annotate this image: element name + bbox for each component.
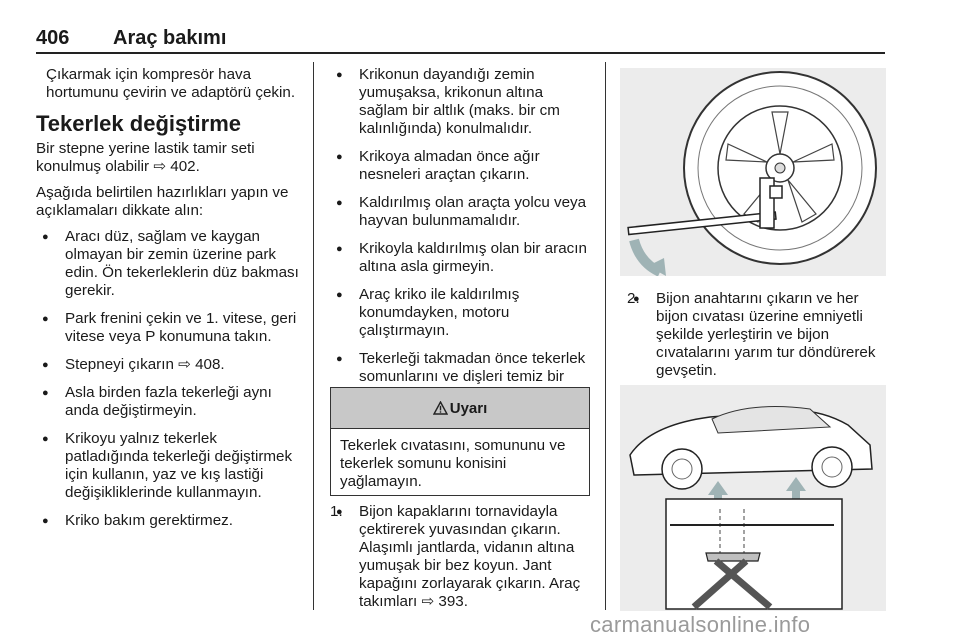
warning-triangle-icon [433,401,448,415]
step-list-1 [330,503,595,621]
list-item: ● Kriko bakım gerektirmez. [36,512,304,530]
step-item [627,290,889,380]
list-item: ● Krikoyla kaldırılmış olan bir aracın altına asla girmeyin. [330,240,592,276]
column-2 [330,66,592,414]
step-item [330,503,595,611]
list-item: ● Krikonun dayandığı zemin yumuşaksa, krikonun altına sağlam bir altlık (maks. bir cm kalınlığında) konulmalıdır. [330,66,592,138]
wheel-wrench-figure [620,68,886,276]
paragraph: Aşağıda belirtilen hazırlıkları yapın ve açıklamaları dikkate alın: [36,184,289,219]
header-rule [36,52,885,54]
page-title: Araç bakımı [113,27,227,49]
column-divider-2 [605,62,606,610]
page-number: 406 [36,27,70,49]
column-divider-1 [313,62,314,610]
car-jack-figure [620,385,886,611]
front-wheel [662,449,702,489]
list-item: ● Araç kriko ile kaldırılmış konumdayken, motoru çalıştırmayın. [330,286,592,340]
step-text: Bijon kapaklarını tornavidayla çektirerek yuvasından çıkarın. Alaşımlı jantlarda, vidanın altına yumuşak bir bez koyun. Jant kapağını zorlayarak çıkarın. Araç takımları ⇨ 393. [359,503,581,610]
warning-box [330,387,590,496]
list-item: ● Aracı düz, sağlam ve kaygan olmayan bir zemin üzerine park edin. Ön tekerleklerin düz bakması gerekir. [36,228,304,300]
rear-wheel [812,447,852,487]
hub-cap [775,163,785,173]
list-item: ● Stepneyi çıkarın ⇨ 408. [36,356,304,374]
column-1 [36,66,304,540]
step-list-2 [627,290,889,390]
list-item: ● Asla birden fazla tekerleği aynı anda değiştirmeyin. [36,384,304,420]
list-item: ● Krikoya almadan önce ağır nesneleri araçtan çıkarın. [330,148,592,184]
watermark: carmanualsonline.info [590,612,811,637]
list-item: ● Kaldırılmış olan araçta yolcu veya hayvan bulunmamalıdır. [330,194,592,230]
step-number: ● 1. [330,503,343,520]
list-item: ● Krikoyu yalnız tekerlek patladığında tekerleği değiştirmek için kullanın, yaz ve kış lastiği değişikliklerinde kullanmayın. [36,430,304,502]
jack-safety-list [330,66,592,404]
intro-text: Çıkarmak için kompresör hava hortumunu çevirin ve adaptörü çekin. [46,66,296,101]
warning-header [331,388,589,429]
warning-title: Uyarı [449,399,488,417]
step-text: Bijon anahtarını çıkarın ve her bijon cıvatası üzerine emniyetli şekilde yerleştirin ve bijon cıvatalarını yarım tur döndürerek gevşetin. [656,290,876,379]
paragraph: Bir stepne yerine lastik tamir seti konulmuş olabilir ⇨ 402. [36,140,255,175]
precaution-list [36,228,304,530]
list-item: ● Park frenini çekin ve 1. vitese, geri vitese veya P konumuna takın. [36,310,304,346]
section-heading: Tekerlek değiştirme [36,111,242,136]
jack-head [706,553,760,561]
list-item: ● Tekerleği takmadan önce tekerlek somunlarını ve dişleri temiz bir [330,350,592,404]
warning-text: Tekerlek cıvatasını, somununu ve tekerlek somunu konisini yağlamayın. [340,437,566,490]
step-number: ● 2. [627,290,640,307]
